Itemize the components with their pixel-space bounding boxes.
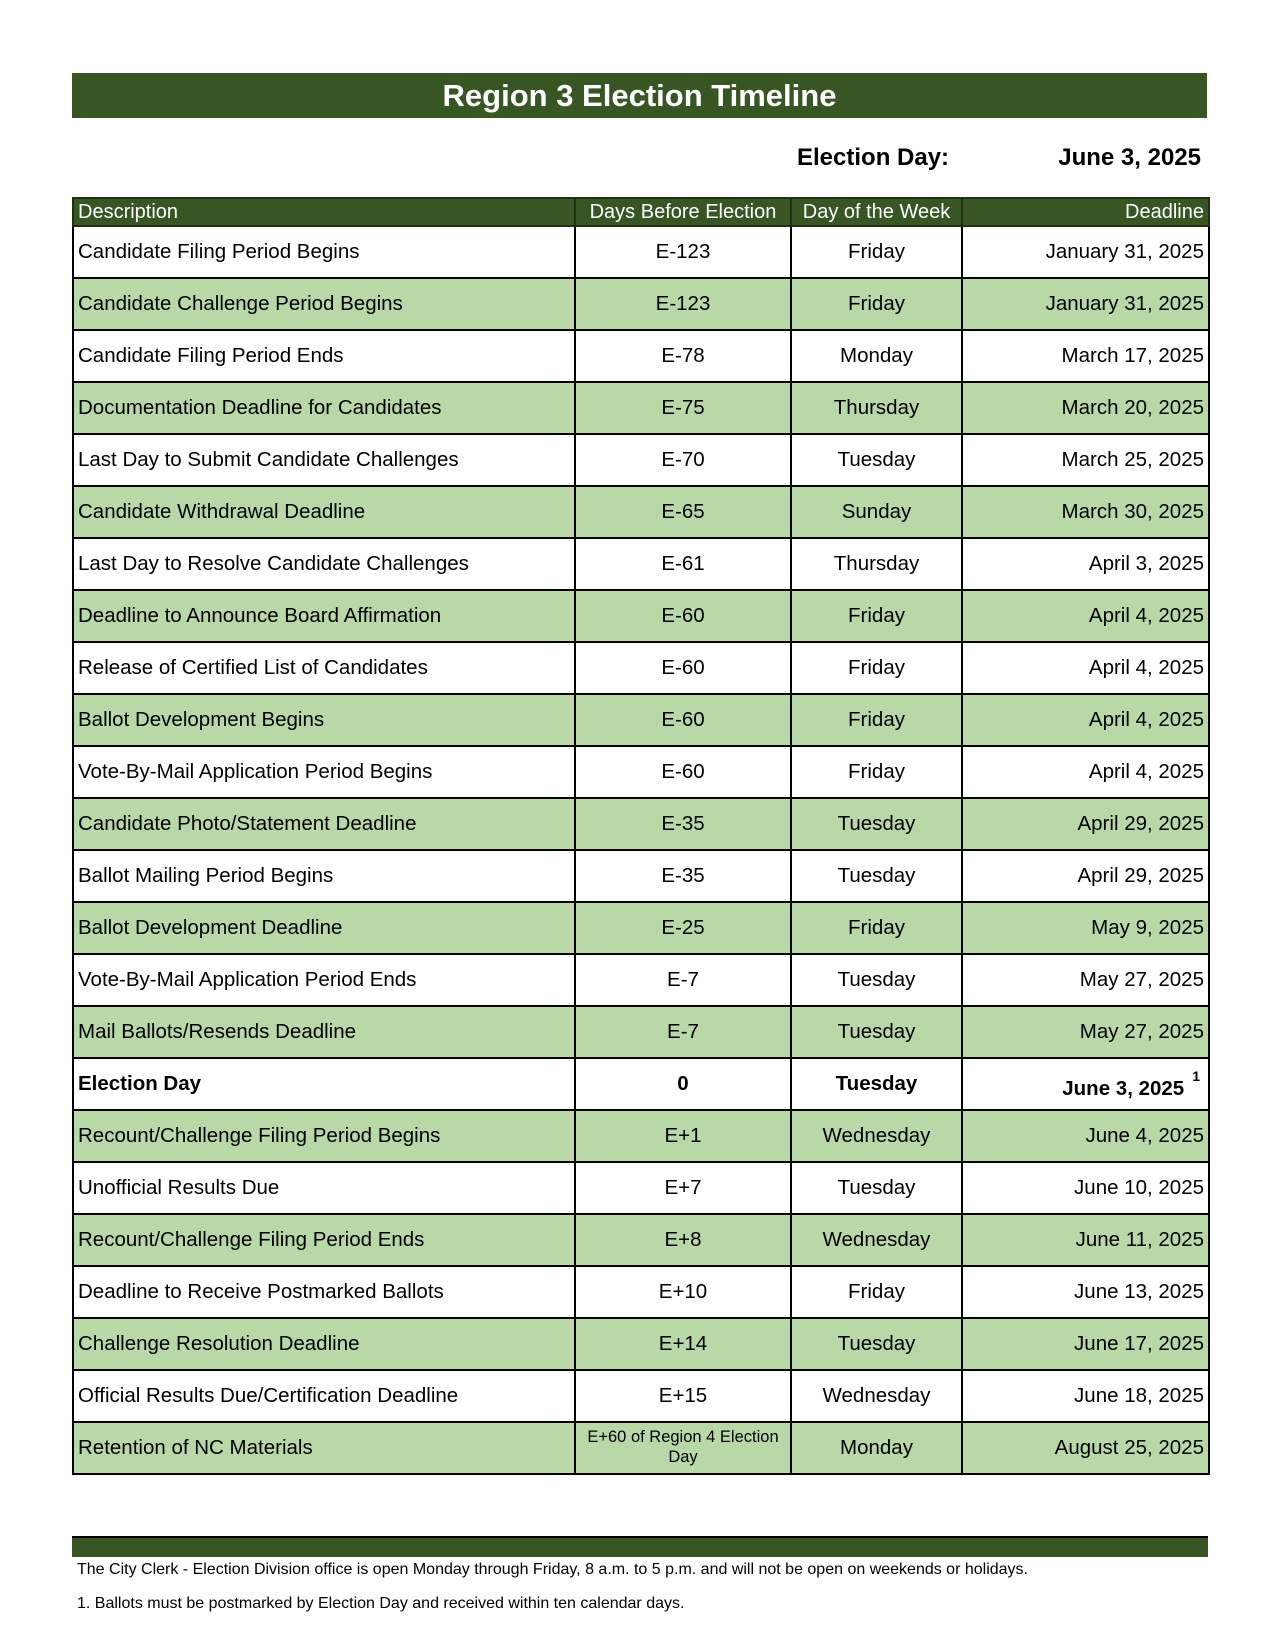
- row-days-before: [575, 1162, 791, 1214]
- row-days-before-text: E-123: [655, 292, 711, 315]
- row-deadline: [962, 850, 1209, 902]
- row-day-of-week: [791, 1422, 962, 1474]
- row-day-of-week: [791, 902, 962, 954]
- row-description: [73, 1214, 575, 1266]
- row-deadline: [962, 278, 1209, 330]
- row-days-before-text: E+14: [658, 1332, 708, 1355]
- footnote-ref: 1: [1192, 1067, 1200, 1084]
- row-day-of-week-text: Tuesday: [837, 1332, 916, 1355]
- row-days-before-text: E+10: [658, 1280, 708, 1303]
- row-days-before: [575, 1266, 791, 1318]
- row-days-before-text: E-35: [661, 864, 705, 887]
- row-deadline: [962, 1266, 1209, 1318]
- row-days-before: [575, 902, 791, 954]
- row-description-text: Documentation Deadline for Candidates: [78, 396, 442, 419]
- row-deadline: [962, 798, 1209, 850]
- row-description-text: Vote-By-Mail Application Period Ends: [78, 968, 417, 991]
- row-description-text: Candidate Photo/Statement Deadline: [78, 812, 417, 835]
- row-days-before-text: E-35: [661, 812, 705, 835]
- row-description-text: Candidate Withdrawal Deadline: [78, 500, 366, 523]
- row-description-text: Election Day: [78, 1072, 202, 1095]
- row-day-of-week: [791, 746, 962, 798]
- row-day-of-week-text: Tuesday: [837, 448, 916, 471]
- row-description: [73, 1110, 575, 1162]
- row-description-text: Last Day to Resolve Candidate Challenges: [78, 552, 469, 575]
- row-day-of-week: [791, 1318, 962, 1370]
- row-description-text: Mail Ballots/Resends Deadline: [78, 1020, 357, 1043]
- row-day-of-week: [791, 538, 962, 590]
- row-days-before: [575, 278, 791, 330]
- row-description: [73, 1006, 575, 1058]
- row-day-of-week: [791, 1110, 962, 1162]
- table-row: [73, 1318, 1209, 1370]
- row-deadline: [962, 486, 1209, 538]
- footnote-1: 1. Ballots must be postmarked by Election Day and received within ten calendar days.: [77, 1595, 685, 1612]
- row-days-before: [575, 486, 791, 538]
- row-days-before: [575, 1318, 791, 1370]
- row-days-before-text: E-123: [655, 240, 711, 263]
- row-description: [73, 538, 575, 590]
- row-day-of-week-text: Sunday: [841, 500, 912, 523]
- table-row: [73, 226, 1209, 278]
- row-day-of-week-text: Friday: [848, 656, 905, 679]
- row-day-of-week-text: Tuesday: [837, 864, 916, 887]
- row-deadline-text: June 11, 2025: [1075, 1228, 1204, 1251]
- row-days-before: [575, 1110, 791, 1162]
- row-description-text: Vote-By-Mail Application Period Begins: [78, 760, 433, 783]
- row-days-before: [575, 850, 791, 902]
- row-description-text: Recount/Challenge Filing Period Ends: [78, 1228, 425, 1251]
- row-description: [73, 1422, 575, 1474]
- row-days-before: [575, 1214, 791, 1266]
- row-day-of-week: [791, 1266, 962, 1318]
- row-deadline-text: April 4, 2025: [1088, 656, 1204, 679]
- row-description: [73, 642, 575, 694]
- row-day-of-week: [791, 850, 962, 902]
- table-row: [73, 798, 1209, 850]
- table-row: [73, 434, 1209, 486]
- table-row: [73, 590, 1209, 642]
- row-day-of-week: [791, 798, 962, 850]
- row-description: [73, 1266, 575, 1318]
- row-deadline: [962, 1110, 1209, 1162]
- row-day-of-week: [791, 1058, 962, 1110]
- row-deadline: [962, 1370, 1209, 1422]
- row-description: [73, 850, 575, 902]
- column-header-days-before: Days Before Election: [575, 198, 791, 226]
- table-footer-bar: [72, 1536, 1208, 1557]
- table-row: [73, 1006, 1209, 1058]
- row-description-text: Recount/Challenge Filing Period Begins: [78, 1124, 441, 1147]
- row-description-text: Ballot Development Deadline: [78, 916, 343, 939]
- row-deadline: [962, 538, 1209, 590]
- row-day-of-week-text: Monday: [840, 1436, 913, 1459]
- row-deadline: [962, 434, 1209, 486]
- column-header-day-of-week: Day of the Week: [791, 198, 962, 226]
- row-days-before: [575, 954, 791, 1006]
- row-deadline-text: April 4, 2025: [1088, 604, 1204, 627]
- row-description-text: Candidate Filing Period Begins: [78, 240, 360, 263]
- row-day-of-week-text: Friday: [848, 1280, 905, 1303]
- row-days-before: [575, 1058, 791, 1110]
- row-deadline-text: May 27, 2025: [1079, 1020, 1204, 1043]
- row-day-of-week-text: Friday: [848, 604, 905, 627]
- row-day-of-week-text: Friday: [848, 292, 905, 315]
- row-days-before: [575, 382, 791, 434]
- row-day-of-week-text: Tuesday: [837, 1020, 916, 1043]
- row-day-of-week-text: Tuesday: [837, 968, 916, 991]
- row-description-text: Candidate Filing Period Ends: [78, 344, 344, 367]
- row-day-of-week-text: Friday: [848, 708, 905, 731]
- row-description-text: Candidate Challenge Period Begins: [78, 292, 403, 315]
- row-day-of-week: [791, 330, 962, 382]
- row-deadline-text: June 3, 2025: [1062, 1076, 1185, 1100]
- row-deadline: [962, 330, 1209, 382]
- table-header-row: [73, 198, 1209, 226]
- row-days-before-text: E-75: [661, 396, 705, 419]
- row-deadline-text: June 10, 2025: [1074, 1176, 1204, 1199]
- table-row: [73, 1370, 1209, 1422]
- row-deadline: [962, 1214, 1209, 1266]
- row-deadline: [962, 642, 1209, 694]
- row-day-of-week: [791, 642, 962, 694]
- row-day-of-week-text: Tuesday: [835, 1072, 918, 1095]
- table-row: [73, 278, 1209, 330]
- row-deadline: [962, 1162, 1209, 1214]
- row-day-of-week-text: Tuesday: [837, 1176, 916, 1199]
- row-description: [73, 1058, 575, 1110]
- row-deadline-text: May 27, 2025: [1079, 968, 1204, 991]
- row-deadline: [962, 694, 1209, 746]
- row-day-of-week-text: Wednesday: [822, 1228, 931, 1251]
- row-day-of-week: [791, 486, 962, 538]
- row-deadline-text: April 3, 2025: [1088, 552, 1204, 575]
- row-description-text: Official Results Due/Certification Deadline: [78, 1384, 459, 1407]
- row-days-before: [575, 798, 791, 850]
- row-description: [73, 694, 575, 746]
- row-description: [73, 278, 575, 330]
- row-day-of-week: [791, 694, 962, 746]
- row-description: [73, 902, 575, 954]
- row-description-text: Challenge Resolution Deadline: [78, 1332, 360, 1355]
- row-days-before: [575, 330, 791, 382]
- row-deadline-text: March 20, 2025: [1061, 396, 1204, 419]
- table-row: [73, 1162, 1209, 1214]
- office-hours-note: The City Clerk - Election Division office is open Monday through Friday, 8 a.m. to 5 p.m. and will not be open on weekends or holidays.: [77, 1561, 1028, 1578]
- row-day-of-week-text: Friday: [848, 240, 905, 263]
- row-description-text: Release of Certified List of Candidates: [78, 656, 428, 679]
- row-day-of-week: [791, 382, 962, 434]
- row-days-before-text: E-61: [661, 552, 705, 575]
- row-days-before-text: E-60: [661, 604, 705, 627]
- row-description-text: Deadline to Receive Postmarked Ballots: [78, 1280, 444, 1303]
- row-days-before-text: E-70: [661, 448, 705, 471]
- row-deadline: [962, 382, 1209, 434]
- row-days-before-text: E-25: [661, 916, 705, 939]
- row-days-before: [575, 226, 791, 278]
- row-days-before-text: E+7: [664, 1176, 702, 1199]
- row-day-of-week: [791, 1006, 962, 1058]
- row-day-of-week: [791, 590, 962, 642]
- row-description: [73, 486, 575, 538]
- row-deadline: [962, 226, 1209, 278]
- row-days-before-text: E+1: [664, 1124, 702, 1147]
- row-day-of-week: [791, 1214, 962, 1266]
- row-description: [73, 798, 575, 850]
- row-deadline-text: April 29, 2025: [1077, 864, 1204, 887]
- row-days-before-text: E-7: [667, 1020, 699, 1043]
- row-deadline-text: June 18, 2025: [1074, 1384, 1204, 1407]
- row-day-of-week-text: Wednesday: [822, 1384, 931, 1407]
- row-day-of-week-text: Friday: [848, 760, 905, 783]
- row-description: [73, 382, 575, 434]
- row-day-of-week-text: Wednesday: [822, 1124, 931, 1147]
- table-row: [73, 486, 1209, 538]
- table-row: [73, 746, 1209, 798]
- row-deadline: [962, 746, 1209, 798]
- row-day-of-week-text: Thursday: [833, 396, 920, 419]
- row-day-of-week: [791, 278, 962, 330]
- row-deadline-text: May 9, 2025: [1091, 916, 1204, 939]
- row-day-of-week: [791, 434, 962, 486]
- row-deadline-text: March 25, 2025: [1061, 448, 1204, 471]
- row-deadline-text: June 17, 2025: [1074, 1332, 1204, 1355]
- table-body: [73, 226, 1209, 1474]
- table-row: [73, 642, 1209, 694]
- table-row: [73, 538, 1209, 590]
- row-description-text: Ballot Development Begins: [78, 708, 325, 731]
- row-description: [73, 746, 575, 798]
- election-day-date: June 3, 2025: [1058, 144, 1201, 171]
- row-description-text: Deadline to Announce Board Affirmation: [78, 604, 442, 627]
- row-days-before: [575, 1370, 791, 1422]
- row-deadline-text: March 17, 2025: [1061, 344, 1204, 367]
- table-row: [73, 954, 1209, 1006]
- row-deadline: [962, 1006, 1209, 1058]
- row-deadline-text: January 31, 2025: [1045, 240, 1204, 263]
- row-description-text: Retention of NC Materials: [78, 1436, 313, 1459]
- table-row: [73, 850, 1209, 902]
- table-row: [73, 330, 1209, 382]
- row-description: [73, 1318, 575, 1370]
- row-description: [73, 330, 575, 382]
- row-deadline-text: April 4, 2025: [1088, 760, 1204, 783]
- row-deadline-text: June 4, 2025: [1085, 1124, 1204, 1147]
- row-deadline: [962, 954, 1209, 1006]
- row-day-of-week: [791, 1370, 962, 1422]
- row-day-of-week-text: Thursday: [833, 552, 920, 575]
- row-days-before-text: 0: [677, 1072, 689, 1095]
- row-day-of-week: [791, 226, 962, 278]
- row-description: [73, 1162, 575, 1214]
- row-deadline: [962, 1422, 1209, 1474]
- row-days-before-text: E+60 of Region 4 Election Day: [587, 1428, 779, 1466]
- row-days-before: [575, 642, 791, 694]
- row-day-of-week-text: Tuesday: [837, 812, 916, 835]
- row-description: [73, 1370, 575, 1422]
- row-days-before-text: E+15: [658, 1384, 708, 1407]
- row-days-before: [575, 746, 791, 798]
- row-description: [73, 954, 575, 1006]
- table-row: [73, 902, 1209, 954]
- row-description: [73, 226, 575, 278]
- row-day-of-week: [791, 1162, 962, 1214]
- row-days-before: [575, 1422, 791, 1474]
- column-header-deadline: Deadline: [962, 198, 1209, 226]
- row-deadline: [962, 590, 1209, 642]
- table-row: [73, 1214, 1209, 1266]
- row-deadline: [962, 1058, 1209, 1110]
- row-deadline-text: March 30, 2025: [1061, 500, 1204, 523]
- row-deadline-text: January 31, 2025: [1045, 292, 1204, 315]
- row-deadline: [962, 902, 1209, 954]
- row-days-before-text: E-60: [661, 708, 705, 731]
- table-row: [73, 1058, 1209, 1110]
- row-days-before-text: E-78: [661, 344, 705, 367]
- row-description-text: Ballot Mailing Period Begins: [78, 864, 334, 887]
- row-day-of-week: [791, 954, 962, 1006]
- row-deadline-text: June 13, 2025: [1074, 1280, 1204, 1303]
- table-row: [73, 382, 1209, 434]
- row-deadline-text: August 25, 2025: [1054, 1436, 1204, 1459]
- row-days-before: [575, 434, 791, 486]
- row-days-before: [575, 694, 791, 746]
- column-header-description: Description: [73, 198, 575, 226]
- row-days-before-text: E-65: [661, 500, 705, 523]
- row-deadline-text: April 4, 2025: [1088, 708, 1204, 731]
- row-days-before: [575, 590, 791, 642]
- row-days-before-text: E-60: [661, 760, 705, 783]
- election-timeline-table: [72, 197, 1210, 1475]
- row-days-before-text: E+8: [664, 1228, 702, 1251]
- row-days-before: [575, 538, 791, 590]
- row-description-text: Unofficial Results Due: [78, 1176, 280, 1199]
- row-deadline: [962, 1318, 1209, 1370]
- row-description: [73, 590, 575, 642]
- page-title: Region 3 Election Timeline: [72, 73, 1207, 118]
- row-description-text: Last Day to Submit Candidate Challenges: [78, 448, 459, 471]
- row-days-before: [575, 1006, 791, 1058]
- row-day-of-week-text: Friday: [848, 916, 905, 939]
- row-deadline-text: April 29, 2025: [1077, 812, 1204, 835]
- row-days-before-text: E-60: [661, 656, 705, 679]
- row-day-of-week-text: Monday: [840, 344, 913, 367]
- table-row: [73, 1422, 1209, 1474]
- election-day-label: Election Day:: [797, 144, 950, 171]
- table-row: [73, 694, 1209, 746]
- table-row: [73, 1110, 1209, 1162]
- row-description: [73, 434, 575, 486]
- table-row: [73, 1266, 1209, 1318]
- row-days-before-text: E-7: [667, 968, 699, 991]
